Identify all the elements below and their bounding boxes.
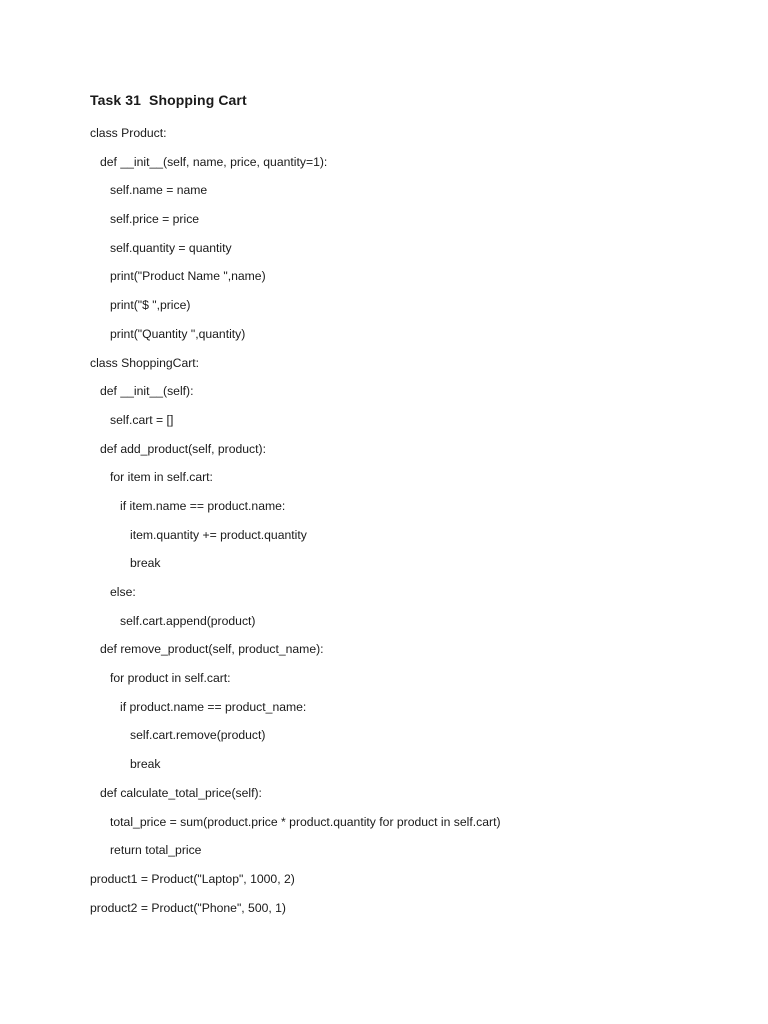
- document-title: Task 31 Shopping Cart: [90, 92, 247, 108]
- code-line: def calculate_total_price(self):: [100, 785, 262, 800]
- code-line: self.name = name: [110, 183, 208, 198]
- code-line: product2 = Product("Phone", 500, 1): [90, 900, 286, 915]
- code-line: item.quantity += product.quantity: [130, 527, 307, 542]
- code-line: product1 = Product("Laptop", 1000, 2): [90, 871, 295, 886]
- code-line: break: [130, 757, 161, 772]
- code-listing: [90, 124, 501, 927]
- code-line: for item in self.cart:: [110, 470, 213, 485]
- code-line: for product in self.cart:: [110, 671, 231, 686]
- code-line: break: [130, 556, 161, 571]
- code-line: class Product:: [90, 126, 167, 140]
- code-line: self.cart.append(product): [120, 613, 256, 628]
- code-line: self.cart = []: [110, 412, 174, 427]
- code-line: if item.name == product.name:: [120, 498, 286, 513]
- code-line: def add_product(self, product):: [100, 441, 266, 456]
- code-line: def __init__(self):: [100, 384, 194, 399]
- code-line: total_price = sum(product.price * product.quantity for product in self.cart): [110, 814, 501, 829]
- code-line: self.price = price: [110, 212, 200, 227]
- code-line: print("Quantity ",quantity): [110, 326, 246, 341]
- code-line: self.quantity = quantity: [110, 240, 232, 255]
- code-line: print("$ ",price): [110, 298, 191, 313]
- code-line: def remove_product(self, product_name):: [100, 642, 324, 657]
- code-line: def __init__(self, name, price, quantity=1):: [100, 154, 328, 169]
- code-line: else:: [110, 585, 136, 599]
- code-line: self.cart.remove(product): [130, 728, 266, 743]
- code-line: print("Product Name ",name): [110, 269, 266, 284]
- code-line: if product.name == product_name:: [120, 699, 307, 714]
- code-line: return total_price: [110, 843, 202, 858]
- code-line: class ShoppingCart:: [90, 355, 200, 370]
